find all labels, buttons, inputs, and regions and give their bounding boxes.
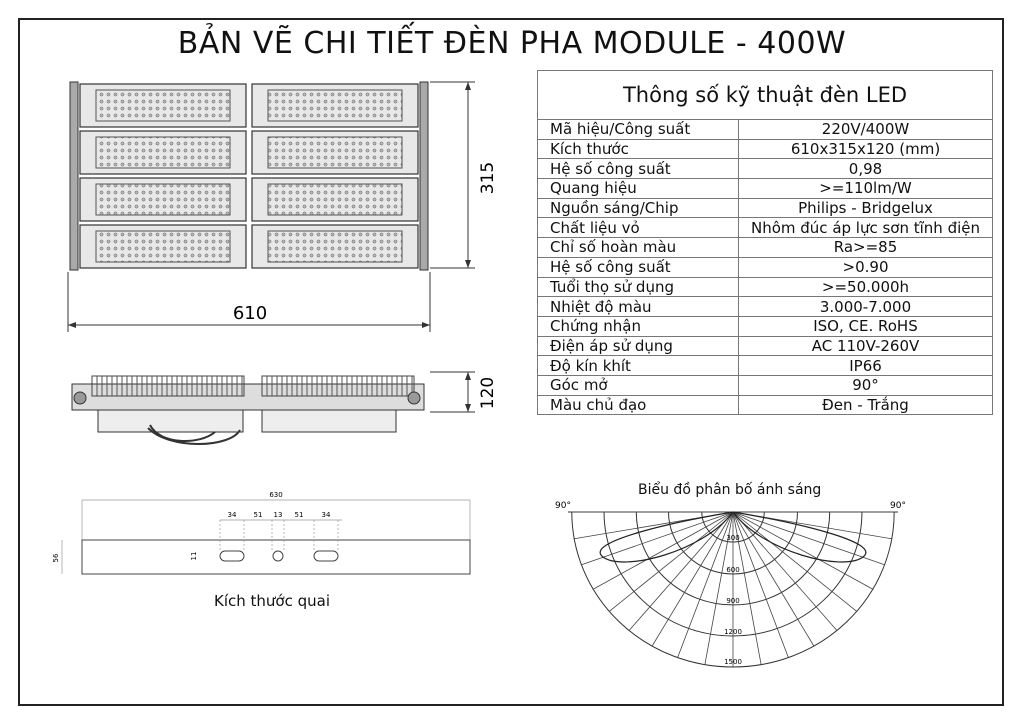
- spec-value: Đen - Trắng: [739, 395, 993, 415]
- spec-row: [538, 356, 993, 376]
- led-module: [252, 225, 418, 268]
- spec-value: Nhôm đúc áp lực sơn tĩnh điện: [739, 218, 993, 238]
- height-dimension-315: 315: [478, 161, 498, 195]
- polar-caption: Biểu đồ phân bố ánh sáng: [638, 482, 822, 498]
- spec-row: [538, 277, 993, 297]
- front-view: [70, 82, 428, 270]
- bracket-height-dimension: 56: [52, 553, 60, 563]
- polar-right-angle: 90°: [890, 501, 906, 511]
- bracket-slot-height: 11: [190, 551, 198, 561]
- width-dimension-610: 610: [232, 303, 268, 324]
- spec-label: Hệ số công suất: [538, 257, 739, 277]
- led-module: [80, 225, 246, 268]
- height-dimension-120: 120: [478, 376, 498, 410]
- spec-row: [538, 297, 993, 317]
- spec-value: IP66: [739, 356, 993, 376]
- spec-row: [538, 257, 993, 277]
- spec-label: Quang hiệu: [538, 179, 739, 199]
- spec-row: [538, 198, 993, 218]
- polar-ring-1200: 1200: [724, 628, 742, 636]
- spec-value: AC 110V-260V: [739, 336, 993, 356]
- spec-row: [538, 139, 993, 159]
- spec-value: ISO, CE. RoHS: [739, 316, 993, 336]
- spec-label: Chứng nhận: [538, 316, 739, 336]
- spec-value: Ra>=85: [739, 238, 993, 258]
- spec-label: Màu chủ đạo: [538, 395, 739, 415]
- spec-label: Mã hiệu/Công suất: [538, 120, 739, 140]
- led-module: [252, 84, 418, 127]
- spec-row: [538, 375, 993, 395]
- led-module: [252, 178, 418, 221]
- led-module: [80, 131, 246, 174]
- spec-label: Tuổi thọ sử dụng: [538, 277, 739, 297]
- spec-value: >=110lm/W: [739, 179, 993, 199]
- side-view: [72, 376, 424, 444]
- spec-label: Điện áp sử dụng: [538, 336, 739, 356]
- spec-label: Chất liệu vỏ: [538, 218, 739, 238]
- bracket-segment-2: 51: [253, 511, 263, 519]
- polar-ring-300: 300: [726, 534, 740, 542]
- drawing-title: BẢN VẼ CHI TIẾT ĐÈN PHA MODULE - 400W: [177, 26, 847, 61]
- spec-row: [538, 336, 993, 356]
- spec-label: Kích thước: [538, 139, 739, 159]
- spec-value: 610x315x120 (mm): [739, 139, 993, 159]
- led-module: [80, 84, 246, 127]
- spec-label: Nguồn sáng/Chip: [538, 198, 739, 218]
- bracket-segment-3: 13: [273, 511, 283, 519]
- spec-label: Hệ số công suất: [538, 159, 739, 179]
- bracket-segment-4: 51: [294, 511, 304, 519]
- spec-label: Độ kín khít: [538, 356, 739, 376]
- bracket-drawing: [62, 500, 470, 574]
- bracket-segment-1: 34: [227, 511, 237, 519]
- spec-row: [538, 159, 993, 179]
- led-module: [80, 178, 246, 221]
- polar-ring-1500: 1500: [724, 658, 742, 666]
- spec-table-header: Thông số kỹ thuật đèn LED: [538, 71, 993, 120]
- polar-ring-900: 900: [726, 597, 740, 605]
- bracket-overall-dimension: 630: [269, 491, 283, 499]
- spec-row: [538, 218, 993, 238]
- spec-label: Chỉ số hoàn màu: [538, 238, 739, 258]
- spec-value: 0,98: [739, 159, 993, 179]
- spec-row: [538, 238, 993, 258]
- bracket-segment-5: 34: [321, 511, 331, 519]
- spec-row: [538, 316, 993, 336]
- spec-label: Nhiệt độ màu: [538, 297, 739, 317]
- spec-value: >=50.000h: [739, 277, 993, 297]
- spec-value: >0.90: [739, 257, 993, 277]
- spec-value: 90°: [739, 375, 993, 395]
- polar-left-angle: 90°: [555, 501, 571, 511]
- bracket-caption: Kích thước quai: [214, 592, 331, 610]
- spec-value: 3.000-7.000: [739, 297, 993, 317]
- spec-row: [538, 395, 993, 415]
- led-module: [252, 131, 418, 174]
- spec-value: 220V/400W: [739, 120, 993, 140]
- spec-table: [537, 70, 993, 415]
- spec-label: Góc mở: [538, 375, 739, 395]
- spec-row: [538, 179, 993, 199]
- spec-value: Philips - Bridgelux: [739, 198, 993, 218]
- polar-ring-600: 600: [726, 566, 740, 574]
- spec-row: [538, 120, 993, 140]
